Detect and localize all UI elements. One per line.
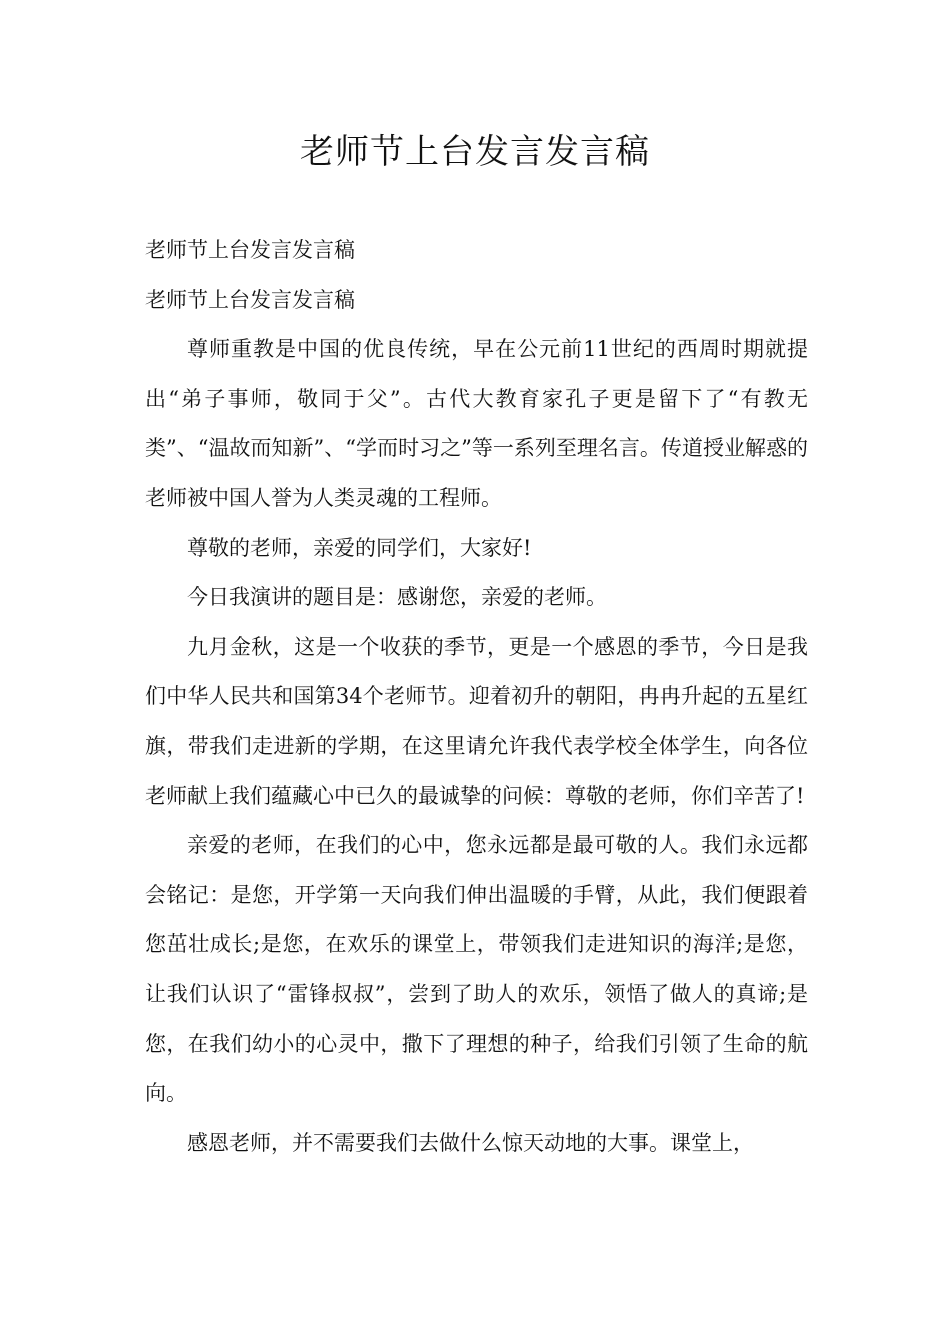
body-paragraph: 亲爱的老师，在我们的心中，您永远都是最可敬的人。我们永远都会铭记：是您，开学第一天向我们伸出温暖的手臂，从此，我们便跟着您茁壮成长;是您，在欢乐的课堂上，带领我们走进知识的海洋;是您，让我们认识了“雷锋叔叔”，尝到了助人的欢乐，领悟了做人的真谛;是您，在我们幼小的心灵中，撒下了理想的种子，给我们引领了生命的航向。 bbox=[145, 833, 808, 1106]
body-paragraph: 尊师重教是中国的优良传统，早在公元前11世纪的西周时期就提出“弟子事师，敬同于父”。古代大教育家孔子更是留下了“有教无类”、“温故而知新”、“学而时习之”等一系列至理名言。传道授业解惑的老师被中国人誉为人类灵魂的工程师。 bbox=[145, 337, 808, 510]
greeting-paragraph: 尊敬的老师，亲爱的同学们，大家好! bbox=[187, 535, 532, 560]
body-paragraph: 今日我演讲的题目是：感谢您，亲爱的老师。 bbox=[187, 585, 607, 610]
subtitle-line: 老师节上台发言发言稿 bbox=[145, 238, 355, 262]
body-paragraph: 九月金秋，这是一个收获的季节，更是一个感恩的季节，今日是我们中华人民共和国第34个老师节。迎着初升的朝阳，冉冉升起的五星红旗，带我们走进新的学期，在这里请允许我代表学校全体学生，向各位老师献上我们蕴藏心中已久的最诚挚的问候：尊敬的老师，你们辛苦了! bbox=[145, 634, 808, 808]
subtitle-line: 老师节上台发言发言稿 bbox=[145, 287, 355, 312]
document-title: 老师节上台发言发言稿 bbox=[300, 132, 650, 172]
body-paragraph: 感恩老师，并不需要我们去做什么惊天动地的大事。课堂上， bbox=[187, 1130, 754, 1155]
document-body bbox=[145, 226, 808, 1168]
